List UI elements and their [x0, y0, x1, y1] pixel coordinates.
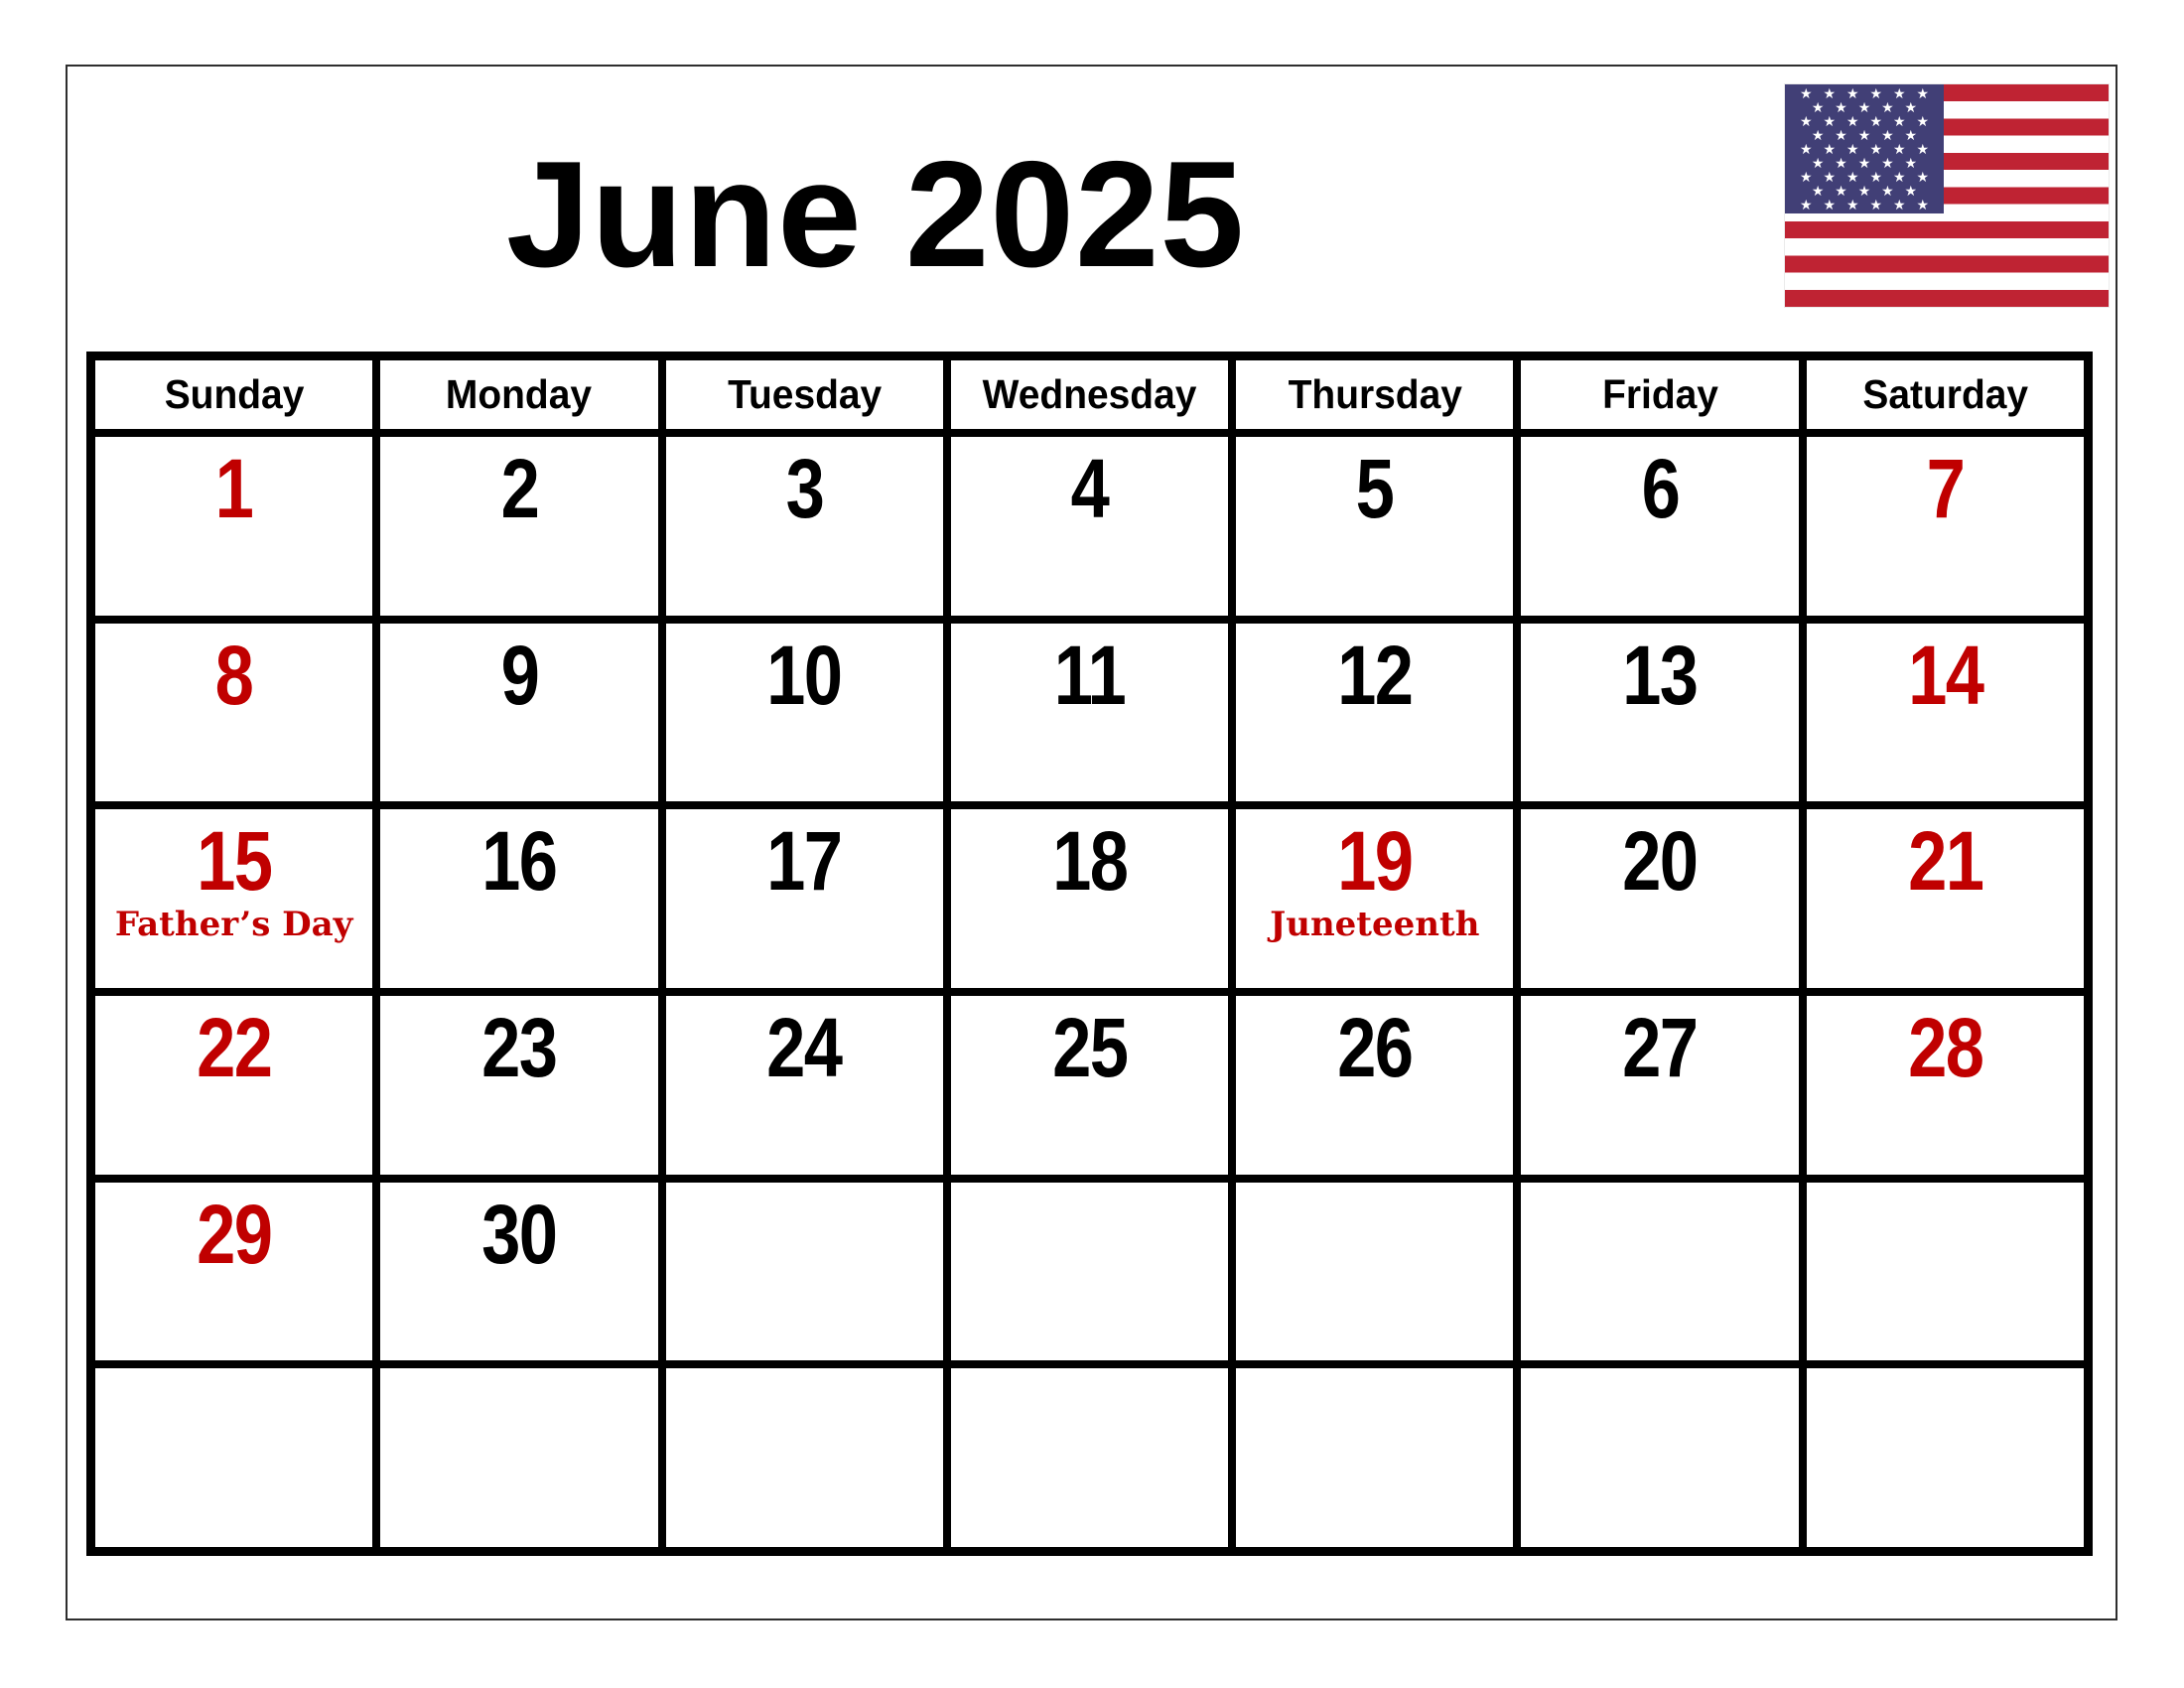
star-icon: ★	[1869, 141, 1882, 157]
calendar-cell-empty	[1232, 1179, 1517, 1365]
flag-star-row	[1785, 128, 1944, 142]
star-icon: ★	[1881, 127, 1894, 143]
star-icon: ★	[1823, 85, 1836, 101]
weekday-label: Saturday	[1861, 371, 2028, 417]
star-icon: ★	[1869, 113, 1882, 129]
weekday-header-saturday	[1803, 356, 2088, 433]
star-icon: ★	[1857, 127, 1871, 143]
calendar-cell-empty	[662, 1179, 947, 1365]
star-icon: ★	[1881, 99, 1894, 115]
date-number: 24	[766, 1001, 842, 1094]
star-icon: ★	[1823, 141, 1836, 157]
flag-star-row	[1785, 86, 1944, 100]
date-number: 23	[481, 1001, 557, 1094]
flag-star-row	[1785, 184, 1944, 198]
calendar-cell-empty	[1803, 1179, 2088, 1365]
date-number: 18	[1051, 814, 1128, 909]
calendar-cell-empty	[91, 1364, 376, 1551]
star-icon: ★	[1799, 113, 1813, 129]
calendar-cell-empty	[376, 1364, 661, 1551]
star-icon: ★	[1835, 99, 1847, 115]
us-flag-icon	[1785, 84, 2109, 307]
star-icon: ★	[1869, 197, 1882, 212]
calendar-cell-26	[1232, 992, 1517, 1179]
date-number: 7	[1926, 442, 1965, 535]
star-icon: ★	[1857, 183, 1871, 199]
calendar-cell-8	[91, 620, 376, 806]
date-number: 20	[1622, 814, 1698, 909]
date-number: 26	[1337, 1001, 1413, 1094]
star-icon: ★	[1799, 169, 1813, 185]
date-number: 9	[500, 628, 538, 722]
flag-star-row	[1785, 142, 1944, 156]
calendar-cell-22	[91, 992, 376, 1179]
date-number: 15	[197, 814, 272, 909]
star-icon: ★	[1799, 197, 1813, 212]
calendar-cell-28	[1803, 992, 2088, 1179]
calendar-cell-23	[376, 992, 661, 1179]
date-number: 10	[766, 628, 842, 722]
calendar-cell-11	[947, 620, 1232, 806]
calendar-cell-2	[376, 433, 661, 620]
star-icon: ★	[1857, 155, 1871, 171]
star-icon: ★	[1916, 141, 1929, 157]
weekday-label: Monday	[446, 371, 593, 417]
date-number: 2	[500, 442, 538, 535]
calendar-cell-10	[662, 620, 947, 806]
star-icon: ★	[1845, 141, 1859, 157]
weekday-header-sunday	[91, 356, 376, 433]
calendar-cell-30	[376, 1179, 661, 1365]
calendar-cell-5	[1232, 433, 1517, 620]
calendar-cell-19	[1232, 805, 1517, 992]
calendar-cell-1	[91, 433, 376, 620]
date-number: 16	[481, 814, 557, 909]
star-icon: ★	[1835, 183, 1847, 199]
star-icon: ★	[1811, 155, 1825, 171]
calendar-grid	[86, 352, 2093, 1556]
calendar-cell-20	[1517, 805, 1802, 992]
star-icon: ★	[1811, 183, 1825, 199]
date-number: 25	[1051, 1001, 1128, 1094]
calendar-cell-14	[1803, 620, 2088, 806]
star-icon: ★	[1892, 197, 1906, 212]
star-icon: ★	[1869, 85, 1882, 101]
calendar-cell-4	[947, 433, 1232, 620]
date-number: 17	[766, 814, 842, 909]
calendar-cell-6	[1517, 433, 1802, 620]
weekday-label: Sunday	[164, 371, 304, 417]
date-number: 8	[214, 628, 253, 722]
star-icon: ★	[1823, 169, 1836, 185]
star-icon: ★	[1916, 113, 1929, 129]
calendar-cell-empty	[947, 1364, 1232, 1551]
weekday-label: Thursday	[1288, 371, 1462, 417]
date-number: 22	[197, 1001, 272, 1094]
holiday-label: Juneteenth	[1270, 905, 1480, 945]
page-title: June 2025	[505, 130, 1246, 299]
date-number: 12	[1337, 628, 1413, 722]
date-number: 27	[1622, 1001, 1698, 1094]
date-number: 28	[1907, 1001, 1982, 1094]
date-number: 4	[1070, 442, 1109, 535]
calendar-cell-empty	[1803, 1364, 2088, 1551]
star-icon: ★	[1904, 155, 1918, 171]
star-icon: ★	[1823, 197, 1836, 212]
date-number: 29	[197, 1187, 272, 1281]
calendar-cell-16	[376, 805, 661, 992]
star-icon: ★	[1811, 99, 1825, 115]
flag-star-row	[1785, 170, 1944, 184]
calendar-cell-7	[1803, 433, 2088, 620]
star-icon: ★	[1904, 99, 1918, 115]
weekday-label: Wednesday	[982, 371, 1197, 417]
weekday-header-wednesday	[947, 356, 1232, 433]
star-icon: ★	[1845, 169, 1859, 185]
holiday-label: Father’s Day	[114, 905, 353, 945]
calendar-cell-empty	[1517, 1179, 1802, 1365]
calendar-cell-17	[662, 805, 947, 992]
date-number: 13	[1622, 628, 1698, 722]
calendar-cell-27	[1517, 992, 1802, 1179]
calendar-cell-empty	[947, 1179, 1232, 1365]
star-icon: ★	[1811, 127, 1825, 143]
calendar-cell-18	[947, 805, 1232, 992]
star-icon: ★	[1892, 85, 1906, 101]
star-icon: ★	[1916, 85, 1929, 101]
date-number: 3	[785, 442, 823, 535]
date-number: 11	[1053, 628, 1126, 722]
star-icon: ★	[1823, 113, 1836, 129]
calendar-cell-12	[1232, 620, 1517, 806]
star-icon: ★	[1892, 113, 1906, 129]
calendar-cell-empty	[1232, 1364, 1517, 1551]
star-icon: ★	[1881, 155, 1894, 171]
flag-star-row	[1785, 156, 1944, 170]
star-icon: ★	[1799, 141, 1813, 157]
star-icon: ★	[1881, 183, 1894, 199]
star-icon: ★	[1916, 197, 1929, 212]
date-number: 5	[1355, 442, 1394, 535]
flag-star-row	[1785, 100, 1944, 114]
calendar-cell-3	[662, 433, 947, 620]
star-icon: ★	[1904, 183, 1918, 199]
date-number: 6	[1641, 442, 1679, 535]
star-icon: ★	[1799, 85, 1813, 101]
star-icon: ★	[1857, 99, 1871, 115]
calendar-cell-25	[947, 992, 1232, 1179]
star-icon: ★	[1835, 155, 1847, 171]
date-number: 30	[481, 1187, 557, 1281]
calendar-cell-13	[1517, 620, 1802, 806]
calendar-cell-15	[91, 805, 376, 992]
star-icon: ★	[1904, 127, 1918, 143]
star-icon: ★	[1845, 85, 1859, 101]
calendar-cell-empty	[662, 1364, 947, 1551]
star-icon: ★	[1845, 113, 1859, 129]
date-number: 1	[214, 442, 253, 535]
flag-star-row	[1785, 114, 1944, 128]
weekday-header-friday	[1517, 356, 1802, 433]
weekday-header-thursday	[1232, 356, 1517, 433]
calendar-cell-29	[91, 1179, 376, 1365]
star-icon: ★	[1869, 169, 1882, 185]
star-icon: ★	[1835, 127, 1847, 143]
star-icon: ★	[1916, 169, 1929, 185]
weekday-header-monday	[376, 356, 661, 433]
weekday-label: Tuesday	[727, 371, 882, 417]
weekday-header-tuesday	[662, 356, 947, 433]
flag-canton	[1785, 84, 1944, 213]
star-icon: ★	[1892, 169, 1906, 185]
calendar-cell-24	[662, 992, 947, 1179]
star-icon: ★	[1845, 197, 1859, 212]
flag-star-row	[1785, 198, 1944, 211]
star-icon: ★	[1892, 141, 1906, 157]
date-number: 19	[1337, 814, 1413, 909]
calendar-cell-9	[376, 620, 661, 806]
date-number: 21	[1907, 814, 1982, 909]
date-number: 14	[1907, 628, 1982, 722]
calendar-cell-21	[1803, 805, 2088, 992]
weekday-label: Friday	[1601, 371, 1718, 417]
calendar-cell-empty	[1517, 1364, 1802, 1551]
